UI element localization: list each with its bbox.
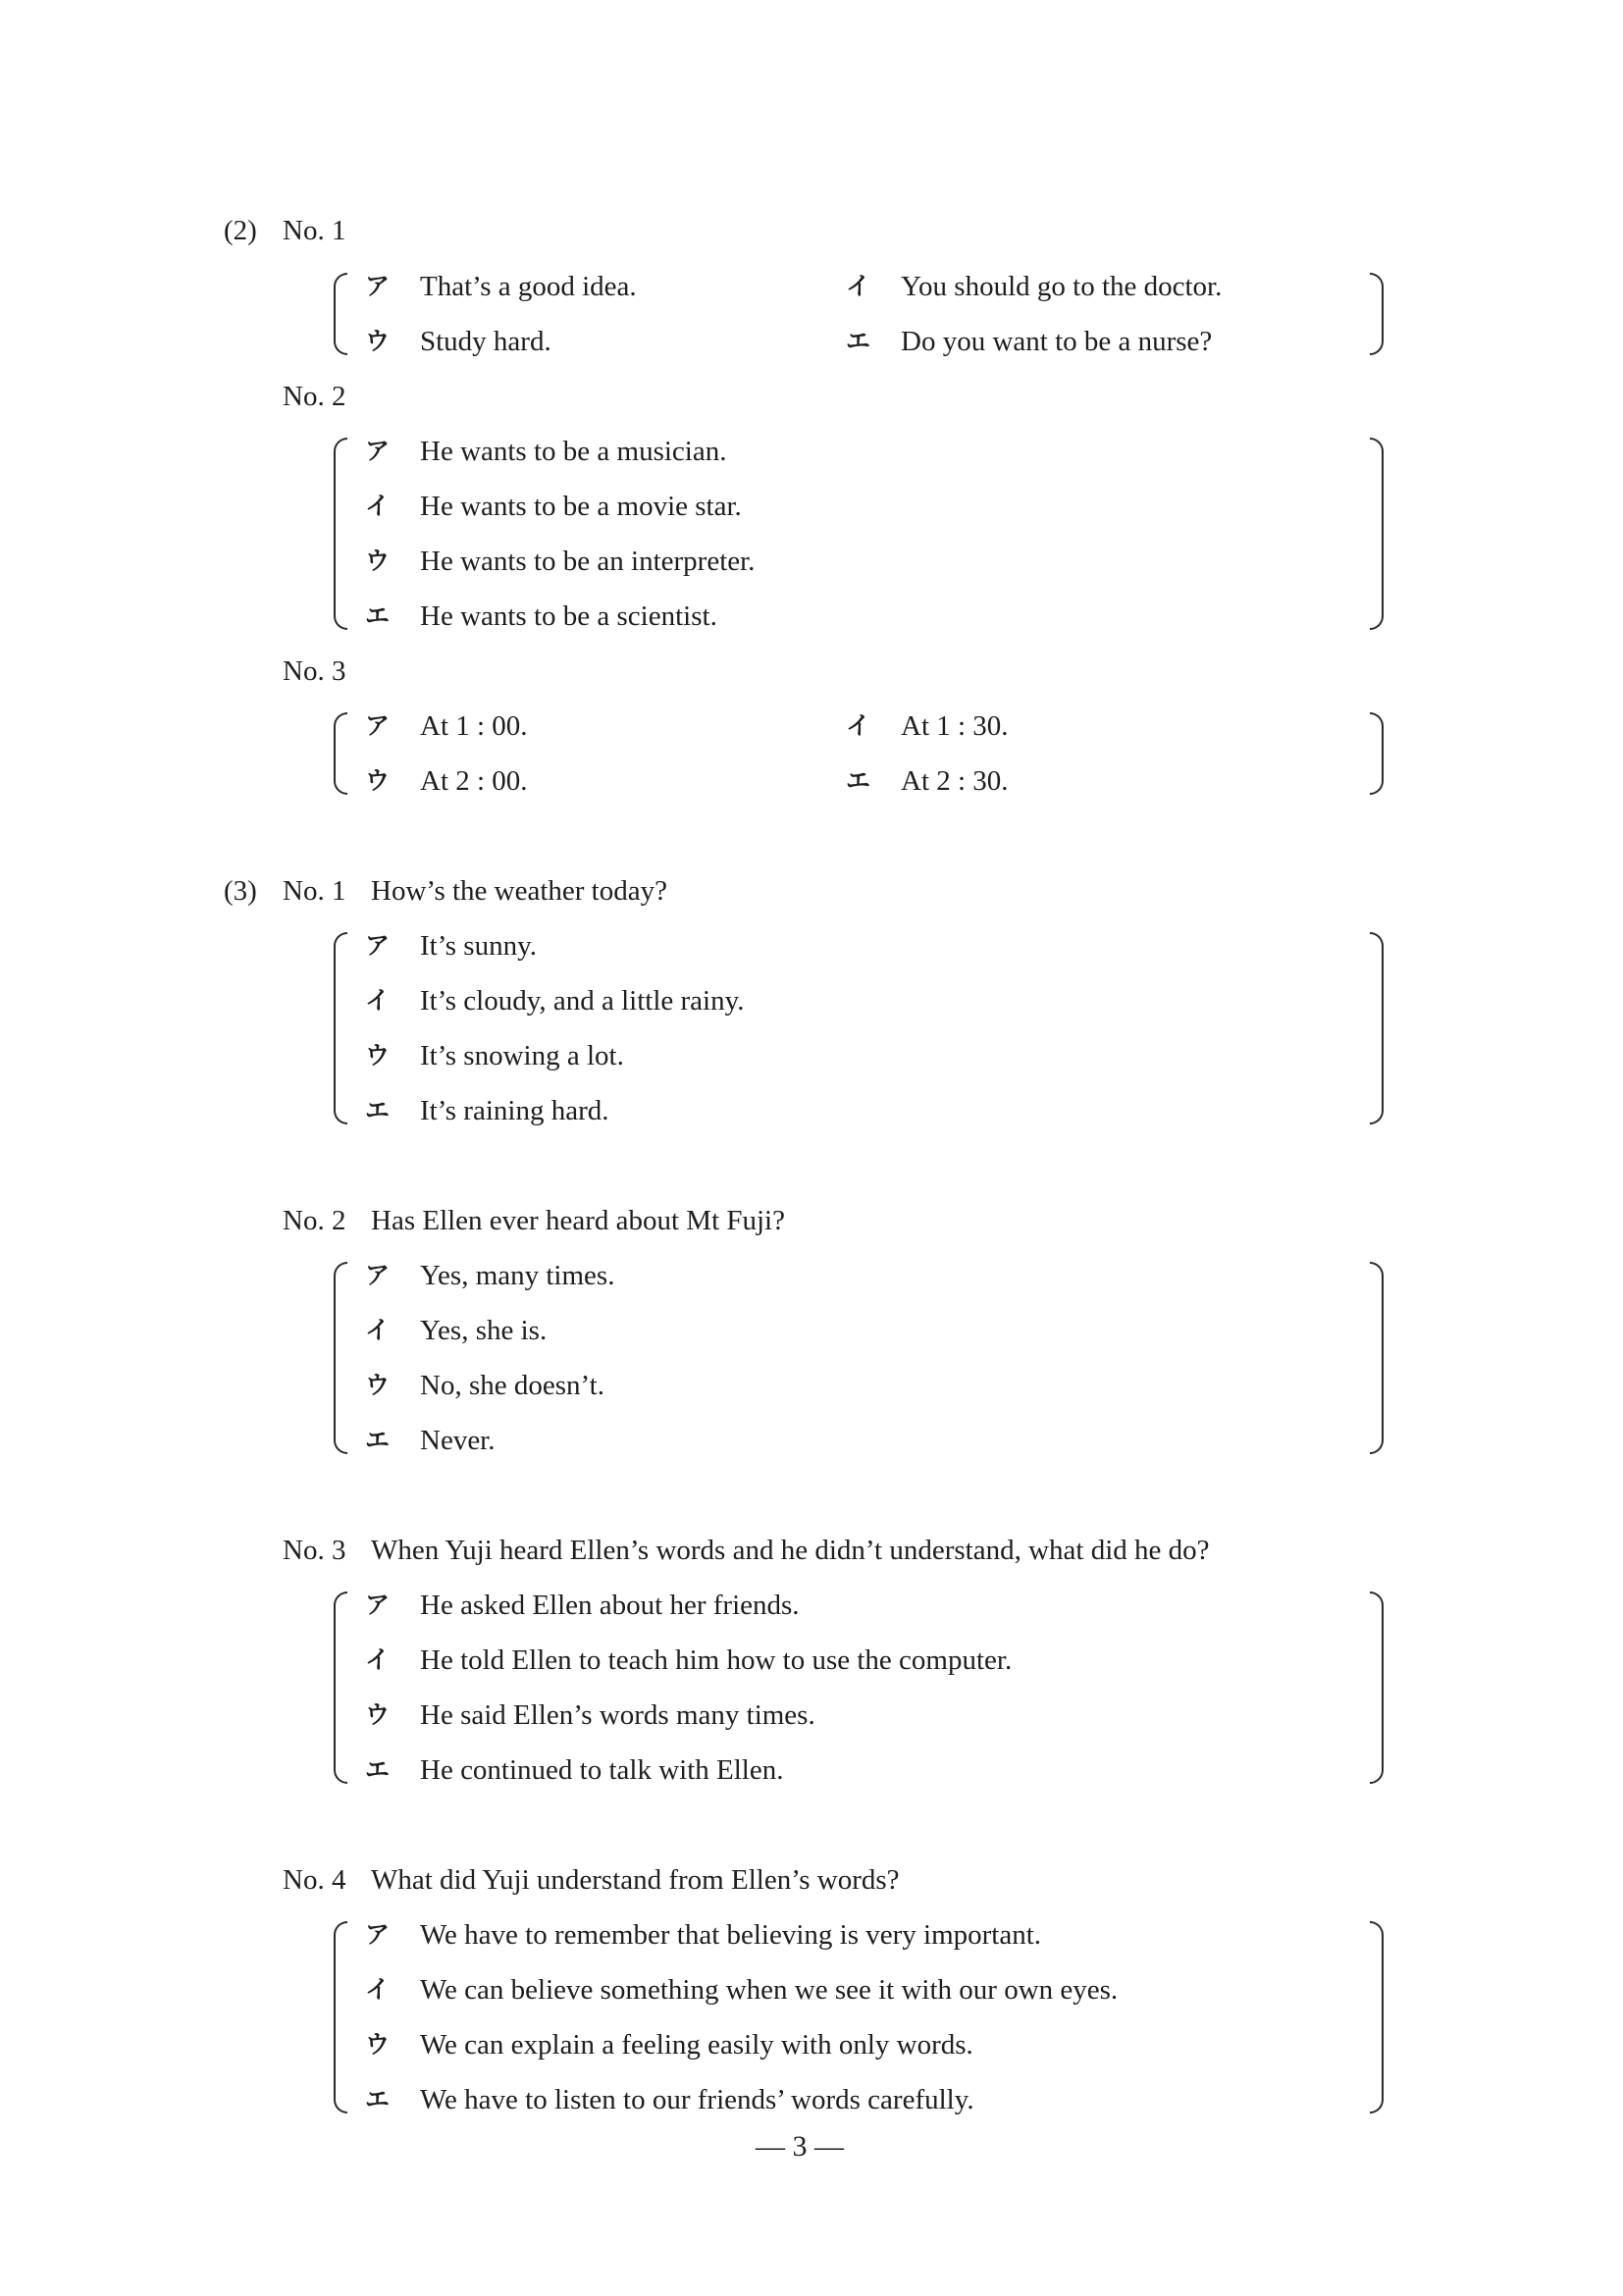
- left-bracket: [334, 712, 347, 795]
- option-text: We can explain a feeling easily with only words.: [420, 2029, 973, 2061]
- left-bracket: [334, 273, 347, 355]
- option-marker: ア: [365, 272, 391, 300]
- question-text: What did Yuji understand from Ellen’s words?: [371, 1864, 900, 1896]
- option-marker: ウ: [365, 1371, 391, 1399]
- option-text: It’s cloudy, and a little rainy.: [420, 985, 745, 1017]
- option-text: That’s a good idea.: [420, 271, 637, 302]
- option-text: You should go to the doctor.: [901, 271, 1223, 302]
- option-text: He wants to be a scientist.: [420, 600, 717, 632]
- option-text: He told Ellen to teach him how to use the computer.: [420, 1644, 1013, 1676]
- option-text: We can believe something when we see it with our own eyes.: [420, 1974, 1119, 2006]
- option-marker: エ: [365, 1755, 391, 1784]
- option-text: He said Ellen’s words many times.: [420, 1699, 815, 1731]
- option-text: At 2 : 00.: [420, 765, 528, 797]
- option-marker: イ: [365, 986, 391, 1015]
- left-bracket: [334, 932, 347, 1124]
- option-marker: ウ: [365, 547, 391, 575]
- question-text: How’s the weather today?: [371, 875, 667, 907]
- option-marker: ア: [365, 711, 391, 740]
- option-marker: ウ: [365, 327, 391, 355]
- option-text: He wants to be an interpreter.: [420, 546, 756, 577]
- question-label: No. 4: [283, 1864, 346, 1896]
- option-text: He wants to be a musician.: [420, 436, 727, 467]
- option-marker: ウ: [365, 2030, 391, 2059]
- question-text: When Yuji heard Ellen’s words and he didn’t understand, what did he do?: [371, 1535, 1210, 1566]
- option-marker: ア: [365, 437, 391, 465]
- option-text: Study hard.: [420, 326, 551, 357]
- question-label: No. 1: [283, 215, 346, 246]
- question-label: No. 1: [283, 875, 346, 907]
- option-marker: イ: [846, 711, 871, 740]
- option-text: We have to remember that believing is very important.: [420, 1919, 1042, 1951]
- question-label: No. 2: [283, 381, 346, 412]
- option-marker: イ: [365, 1645, 391, 1674]
- option-marker: ア: [365, 1261, 391, 1289]
- option-marker: ア: [365, 931, 391, 960]
- option-marker: エ: [846, 327, 871, 355]
- option-marker: イ: [846, 272, 871, 300]
- option-text: Never.: [420, 1425, 496, 1456]
- option-marker: エ: [365, 601, 391, 630]
- question-text: Has Ellen ever heard about Mt Fuji?: [371, 1205, 785, 1236]
- option-text: At 1 : 30.: [901, 710, 1009, 742]
- option-text: At 1 : 00.: [420, 710, 528, 742]
- option-text: He wants to be a movie star.: [420, 491, 742, 522]
- option-text: He continued to talk with Ellen.: [420, 1754, 784, 1786]
- left-bracket: [334, 438, 347, 630]
- right-bracket: [1370, 273, 1384, 355]
- right-bracket: [1370, 932, 1384, 1124]
- option-marker: ア: [365, 1920, 391, 1949]
- option-text: It’s snowing a lot.: [420, 1040, 624, 1071]
- section-marker: (3): [224, 875, 257, 907]
- left-bracket: [334, 1592, 347, 1784]
- question-label: No. 3: [283, 1535, 346, 1566]
- option-text: Yes, she is.: [420, 1315, 548, 1346]
- right-bracket: [1370, 1592, 1384, 1784]
- option-text: At 2 : 30.: [901, 765, 1009, 797]
- option-text: It’s raining hard.: [420, 1095, 609, 1126]
- right-bracket: [1370, 1262, 1384, 1454]
- option-marker: ア: [365, 1591, 391, 1619]
- option-text: Yes, many times.: [420, 1260, 615, 1291]
- right-bracket: [1370, 1921, 1384, 2113]
- option-marker: イ: [365, 1975, 391, 2004]
- option-text: It’s sunny.: [420, 930, 537, 962]
- option-marker: エ: [365, 2085, 391, 2113]
- option-marker: ウ: [365, 1700, 391, 1729]
- option-text: Do you want to be a nurse?: [901, 326, 1213, 357]
- option-text: We have to listen to our friends’ words carefully.: [420, 2084, 974, 2115]
- option-marker: ウ: [365, 766, 391, 795]
- left-bracket: [334, 1921, 347, 2113]
- question-label: No. 3: [283, 655, 346, 687]
- right-bracket: [1370, 712, 1384, 795]
- option-marker: ウ: [365, 1041, 391, 1070]
- section-marker: (2): [224, 215, 257, 246]
- left-bracket: [334, 1262, 347, 1454]
- right-bracket: [1370, 438, 1384, 630]
- option-text: No, she doesn’t.: [420, 1370, 604, 1401]
- option-marker: イ: [365, 1316, 391, 1344]
- option-marker: イ: [365, 492, 391, 520]
- option-marker: エ: [365, 1096, 391, 1124]
- option-text: He asked Ellen about her friends.: [420, 1590, 800, 1621]
- option-marker: エ: [365, 1426, 391, 1454]
- option-marker: エ: [846, 766, 871, 795]
- question-label: No. 2: [283, 1205, 346, 1236]
- page-number: — 3 —: [756, 2130, 844, 2163]
